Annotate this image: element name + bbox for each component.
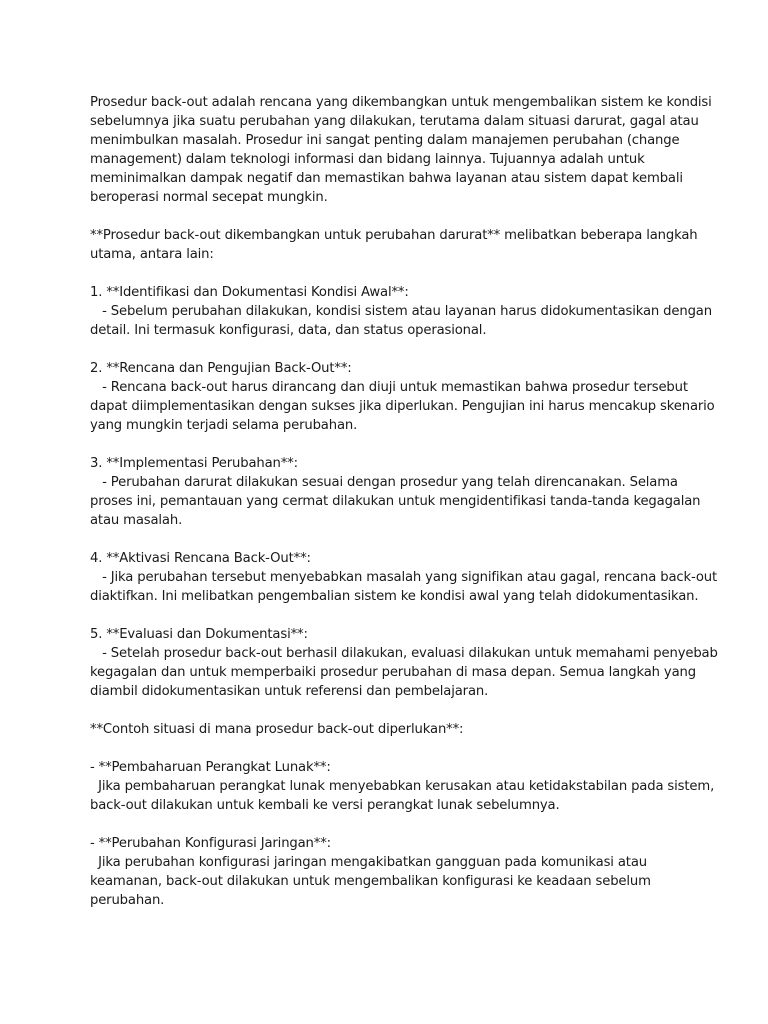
text-line: - **Perubahan Konfigurasi Jaringan**: [90,836,331,851]
paragraph-spacer [90,530,690,549]
example-network-config [90,834,690,910]
text-line: - **Pembaharuan Perangkat Lunak**: [90,760,331,775]
steps-intro [90,226,698,264]
text-line: 2. **Rencana dan Pengujian Back-Out**: [90,361,352,376]
paragraph-spacer [90,815,690,834]
text-line: management) dalam teknologi informasi dan bidang lainnya. Tujuannya adalah untuk [90,152,645,167]
text-line: **Contoh situasi di mana prosedur back-out diperlukan**: [90,722,464,737]
text-line: **Prosedur back-out dikembangkan untuk perubahan darurat** melibatkan beberapa langkah [90,228,698,243]
text-line: 3. **Implementasi Perubahan**: [90,456,298,471]
paragraph-spacer [90,606,690,625]
text-line: dapat diimplementasikan dengan sukses jika diperlukan. Pengujian ini harus mencakup skenario [90,399,715,414]
text-line: utama, antara lain: [90,247,214,262]
intro-paragraph [90,93,712,207]
text-line: Prosedur back-out adalah rencana yang dikembangkan untuk mengembalikan sistem ke kondisi [90,95,712,110]
text-line: 1. **Identifikasi dan Dokumentasi Kondisi Awal**: [90,285,409,300]
text-line: diaktifkan. Ini melibatkan pengembalian sistem ke kondisi awal yang telah didokumentasikan. [90,589,699,604]
text-line: diambil didokumentasikan untuk referensi dan pembelajaran. [90,684,489,699]
paragraph-spacer [90,701,690,720]
text-line: meminimalkan dampak negatif dan memastikan bahwa layanan atau sistem dapat kembali [90,171,683,186]
paragraph-spacer [90,264,690,283]
text-line: - Perubahan darurat dilakukan sesuai dengan prosedur yang telah direncanakan. Selama [90,475,678,490]
text-line: Jika perubahan konfigurasi jaringan mengakibatkan gangguan pada komunikasi atau [90,855,647,870]
text-line: proses ini, pemantauan yang cermat dilakukan untuk mengidentifikasi tanda-tanda kegagalan [90,494,701,509]
text-line: 5. **Evaluasi dan Dokumentasi**: [90,627,308,642]
text-line: - Sebelum perubahan dilakukan, kondisi sistem atau layanan harus didokumentasikan dengan [90,304,712,319]
text-line: kegagalan dan untuk memperbaiki prosedur perubahan di masa depan. Semua langkah yang [90,665,696,680]
text-line: menimbulkan masalah. Prosedur ini sangat penting dalam manajemen perubahan (change [90,133,680,148]
paragraph-spacer [90,435,690,454]
paragraph-spacer [90,739,690,758]
text-line: detail. Ini termasuk konfigurasi, data, dan status operasional. [90,323,487,338]
text-line: atau masalah. [90,513,183,528]
step-1 [90,283,712,340]
paragraph-spacer [90,340,690,359]
document-body [90,93,718,910]
text-line: keamanan, back-out dilakukan untuk mengembalikan konfigurasi ke keadaan sebelum [90,874,651,889]
examples-heading [90,720,690,739]
text-line: Jika pembaharuan perangkat lunak menyebabkan kerusakan atau ketidakstabilan pada sistem, [90,779,715,794]
text-line: perubahan. [90,893,165,908]
paragraph-spacer [90,207,690,226]
text-line: - Setelah prosedur back-out berhasil dilakukan, evaluasi dilakukan untuk memahami penyebab [90,646,718,661]
step-4 [90,549,717,606]
text-line: - Jika perubahan tersebut menyebabkan masalah yang signifikan atau gagal, rencana back-out [90,570,717,585]
step-3 [90,454,701,530]
text-line: 4. **Aktivasi Rencana Back-Out**: [90,551,311,566]
text-line: yang mungkin terjadi selama perubahan. [90,418,358,433]
text-line: beroperasi normal secepat mungkin. [90,190,328,205]
text-line: - Rencana back-out harus dirancang dan diuji untuk memastikan bahwa prosedur tersebut [90,380,688,395]
step-5 [90,625,718,701]
example-software-update [90,758,715,815]
text-line: back-out dilakukan untuk kembali ke versi perangkat lunak sebelumnya. [90,798,560,813]
step-2 [90,359,715,435]
text-line: sebelumnya jika suatu perubahan yang dilakukan, terutama dalam situasi darurat, gagal atau [90,114,699,129]
